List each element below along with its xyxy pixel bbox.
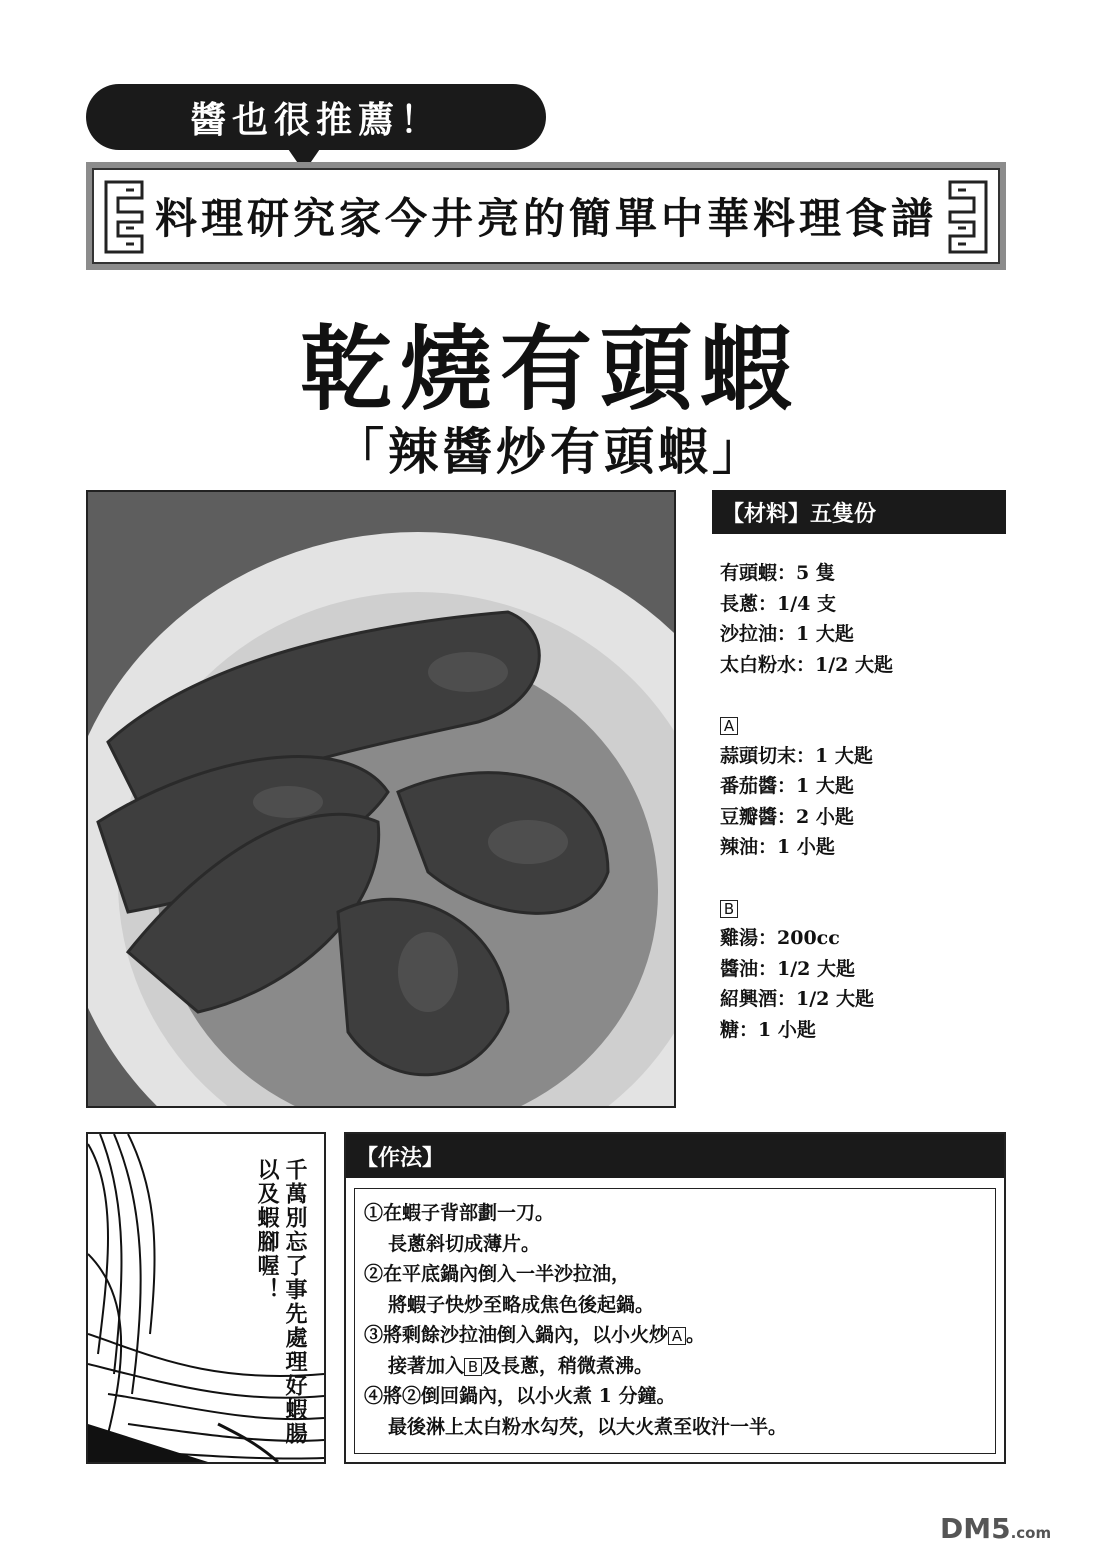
shrimp-dish-illustration: [88, 492, 674, 1106]
banner: [86, 162, 1006, 270]
fret-ornament-left-icon: [102, 178, 146, 256]
ingredient-item: 紹興酒：1/2 大匙: [720, 988, 874, 1010]
step-line: 長蔥斜切成薄片。: [388, 1232, 541, 1255]
ingredient-item: 辣油：1 小匙: [720, 836, 835, 858]
ingredient-item: 有頭蝦：5 隻: [720, 562, 835, 584]
ingredient-item: 豆瓣醬：2 小匙: [720, 805, 854, 828]
ref-a-box: A: [668, 1327, 686, 1345]
step-line: 接著加入 B 及長蔥，稍微煮沸。: [388, 1354, 654, 1377]
ingredient-item: 長蔥：1/4 支: [720, 592, 836, 615]
step-line: ④將②倒回鍋內，以小火煮 1 分鐘。: [364, 1385, 676, 1407]
ref-b-box: B: [464, 1358, 482, 1376]
tag-text: 醬也很推薦！: [189, 99, 442, 141]
step-line: ③將剩餘沙拉油倒入鍋內，以小火炒 A 。: [364, 1324, 706, 1346]
fret-ornament-right-icon: [946, 178, 990, 256]
ingredient-item: 雞湯：200cc: [720, 927, 840, 949]
recipe-subtitle: 「辣醬炒有頭蝦」: [334, 422, 766, 481]
manga-panel: [86, 1132, 326, 1464]
ingredient-item: 蒜頭切末：1 大匙: [720, 744, 873, 767]
banner-inner: [92, 168, 1000, 264]
ingredient-item: 糖：1 小匙: [720, 1018, 816, 1041]
ingredient-item: 太白粉水：1/2 大匙: [720, 653, 893, 676]
step-line: 將蝦子快炒至略成焦色後起鍋。: [388, 1293, 655, 1316]
ingredient-item: 醬油：1/2 大匙: [720, 957, 855, 980]
method-steps: [364, 1198, 994, 1442]
watermark: DM5.com: [940, 1512, 1052, 1545]
ingredients-header: 【材料】五隻份: [712, 490, 1006, 534]
tag-bubble: [86, 84, 546, 150]
group-b-label: B: [720, 900, 738, 918]
group-a-label: A: [720, 717, 738, 735]
recipe-title: 乾燒有頭蝦: [299, 316, 800, 423]
step-line: 最後淋上太白粉水勾芡，以大火煮至收汁一半。: [388, 1415, 788, 1438]
step-line: ②在平底鍋內倒入一半沙拉油，: [364, 1263, 631, 1285]
ingredient-item: 沙拉油：1 大匙: [720, 623, 854, 645]
speech-text: 千萬別忘了事先處理好蝦腸以及蝦腳喔！: [254, 1158, 307, 1446]
step-line: ①在蝦子背部劃一刀。: [364, 1202, 555, 1224]
banner-text: 料理研究家今井亮的簡單中華料理食譜: [154, 194, 937, 243]
ingredients-list: [720, 558, 1010, 1045]
ingredient-item: 番茄醬：1 大匙: [720, 775, 854, 797]
method-header: 【作法】: [346, 1134, 1004, 1178]
dish-photo: [86, 490, 676, 1108]
